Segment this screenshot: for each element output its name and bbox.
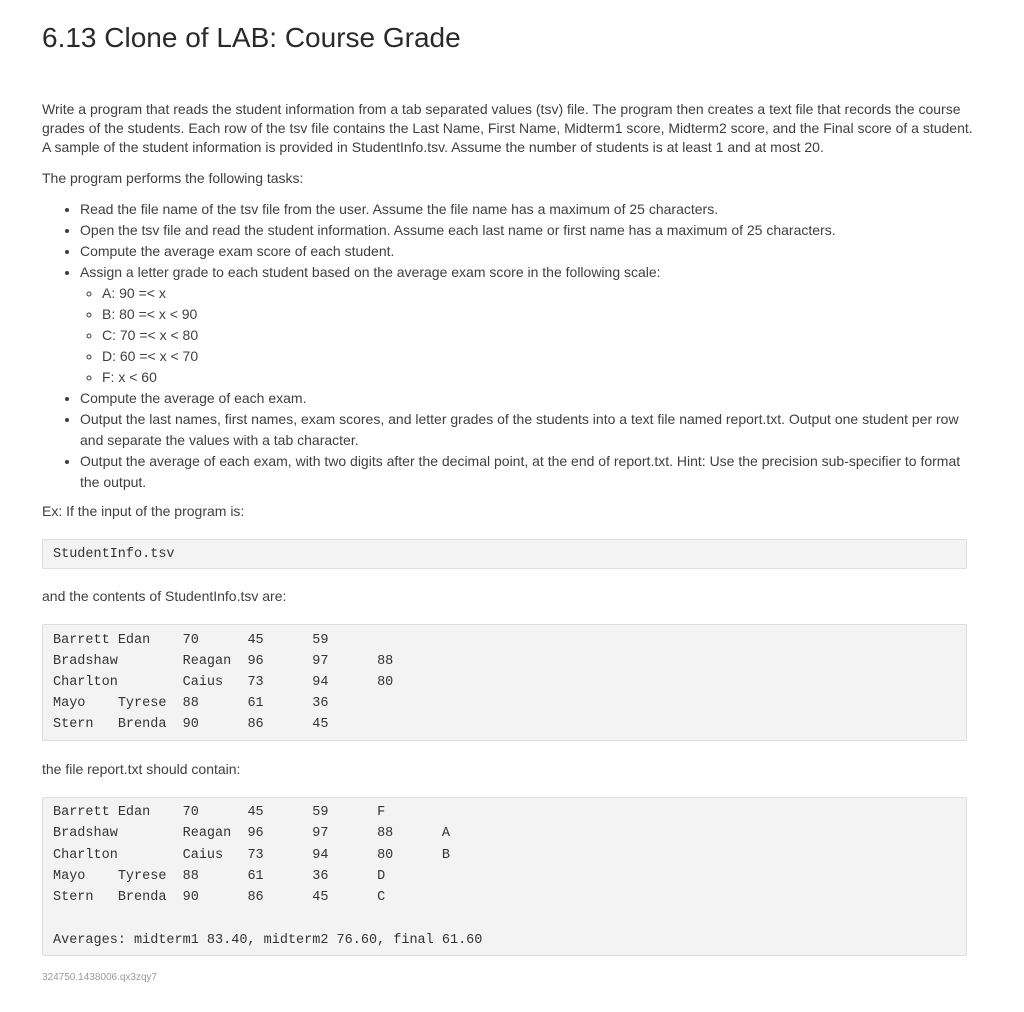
task-item: • Open the tsv file and read the student information. Assume each last name or first name has a maximum of 25 characters.: [80, 220, 981, 241]
grade-scale-list: [80, 283, 981, 388]
report-averages-row: Averages: midterm1 83.40, midterm2 76.60, final 61.60: [53, 932, 483, 948]
report-blank-row: [53, 908, 956, 929]
report-row: Barrett Edan 70 45 59 F: [53, 805, 386, 820]
task-item: • Read the file name of the tsv file from the user. Assume the file name has a maximum of 25 characters.: [80, 199, 981, 220]
tsv-row: Mayo Tyrese 88 61 36: [53, 696, 329, 711]
report-row: Stern Brenda 90 86 45 C: [53, 890, 386, 906]
report-contents-block: [42, 797, 967, 956]
page-title: 6.13 Clone of LAB: Course Grade: [42, 22, 461, 53]
report-intro: the file report.txt should contain:: [42, 761, 241, 777]
example-intro: Ex: If the input of the program is:: [42, 503, 245, 519]
grade-scale-item: ◦ F: x < 60: [102, 367, 981, 388]
tsv-row: Charlton Caius 73 94 80: [53, 675, 394, 690]
grade-scale-item: ◦ C: 70 =< x < 80: [102, 325, 981, 346]
grade-scale-item: ◦ B: 80 =< x < 90: [102, 304, 981, 325]
task-item: • Compute the average of each exam.: [80, 388, 981, 409]
tsv-contents-block: [42, 624, 967, 741]
intro-paragraph: Write a program that reads the student information from a tab separated values (tsv) file. The program then creates a text file that records the course grades of the students. Each row of the tsv file contains the Last Name, First Name, Midterm1 score, Midterm2 score, and the Final score of a student. A sample of the student information is provided in StudentInfo.tsv. Assume the number of students is at least 1 and at most 20.: [42, 101, 973, 155]
task-item-label: Assign a letter grade to each student based on the average exam score in the following scale:: [80, 264, 661, 280]
problem-id: 324750.1438006.qx3zqy7: [42, 972, 158, 983]
task-item: • Output the last names, first names, exam scores, and letter grades of the students into a text file named report.txt. Output one student per row and separate the values with a tab character.: [80, 409, 981, 451]
tsv-row: Stern Brenda 90 86 45: [53, 717, 329, 732]
task-item: • Compute the average exam score of each student.: [80, 241, 981, 262]
tasks-intro: The program performs the following tasks:: [42, 170, 304, 186]
grade-scale-item: ◦ D: 60 =< x < 70: [102, 346, 981, 367]
report-row: Bradshaw Reagan 96 97 88 A: [53, 826, 450, 842]
task-list: [42, 199, 981, 493]
tsv-row: Bradshaw Reagan 96 97 88: [53, 654, 394, 669]
grade-scale-item: ◦ A: 90 =< x: [102, 283, 981, 304]
report-row: Charlton Caius 73 94 80 B: [53, 847, 450, 863]
tsv-row: Barrett Edan 70 45 59: [53, 633, 329, 648]
task-item: [80, 262, 981, 388]
task-item: • Output the average of each exam, with two digits after the decimal point, at the end of report.txt. Hint: Use the precision sub-specifier to format the output.: [80, 451, 981, 493]
contents-intro: and the contents of StudentInfo.tsv are:: [42, 588, 287, 604]
report-row: Mayo Tyrese 88 61 36 D: [53, 868, 386, 884]
example-input-block: StudentInfo.tsv: [42, 539, 967, 569]
